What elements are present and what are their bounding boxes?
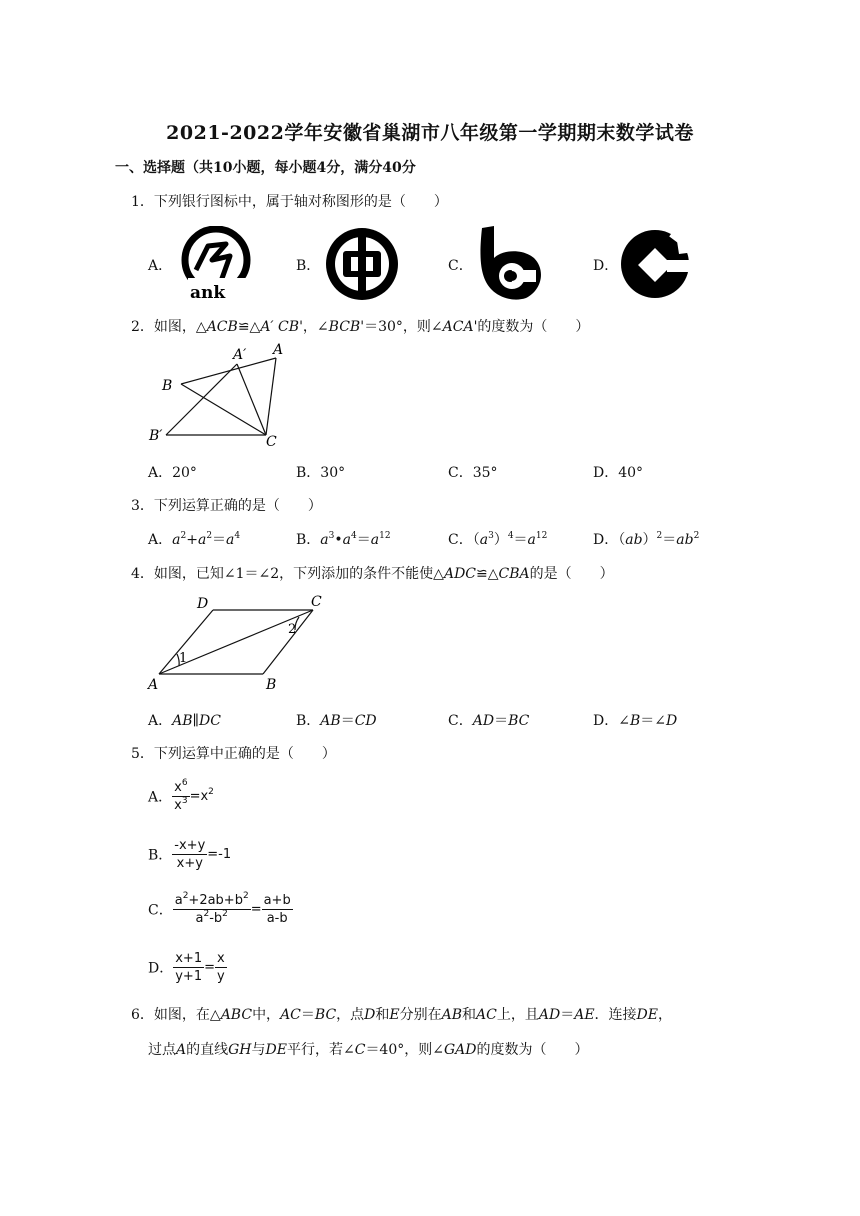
q2-triangle-figure xyxy=(145,340,295,452)
q4-label-b: B xyxy=(266,677,277,692)
q4-label-angle-1: 1 xyxy=(179,651,188,666)
q4-option-c: C．AD＝BC xyxy=(448,713,530,729)
bank-logo-d-icon xyxy=(619,226,695,298)
q4-label-c: C xyxy=(311,594,322,610)
question-1-stem: 1．下列银行图标中，属于轴对称图形的是（ ） xyxy=(131,194,448,210)
question-3-stem: 3．下列运算正确的是（ ） xyxy=(131,498,322,514)
question-6-stem-line-2: 过点A的直线GH与DE平行，若∠C＝40°，则∠GAD的度数为（ ） xyxy=(148,1042,589,1058)
q2-label-a: A xyxy=(273,342,284,358)
q4-label-angle-2: 2 xyxy=(288,622,297,637)
q5-option-b: B． $\frac{-x+y}{x+y}$ =-1 xyxy=(148,838,232,871)
page-title: 2021-2022学年安徽省巢湖市八年级第一学期期末数学试卷 xyxy=(166,122,694,144)
q1-option-c-label: C． xyxy=(448,258,473,274)
q1-option-a-label: A． xyxy=(148,258,173,274)
question-4-stem: 4．如图，已知∠1＝∠2，下列添加的条件不能使△ADC≌△CBA的是（ ） xyxy=(131,566,614,582)
q1-option-b-label: B． xyxy=(296,258,321,274)
q4-option-d: D．∠B＝∠D xyxy=(593,713,678,729)
bank-logo-a-icon xyxy=(178,226,260,302)
q2-option-a: A．20° xyxy=(148,465,197,481)
q4-option-a: A．AB∥DC xyxy=(148,713,221,729)
q2-option-b: B．30° xyxy=(296,465,346,481)
q4-label-a: A xyxy=(148,677,159,692)
q3-option-c: C．$(a^3)^4=a^{12}$ xyxy=(448,531,548,548)
q4-label-d: D xyxy=(197,596,209,612)
question-2-stem: 2．如图，△ACB≌△A′ CB'，∠BCB'＝30°，则∠ACA'的度数为（ ） xyxy=(131,319,590,335)
bank-logo-b-icon xyxy=(324,226,402,302)
q5-option-a: A． $\frac{x^6}{x^3}$ $=x^2$ xyxy=(148,778,214,813)
q3-option-a: A．$a^2+a^2=a^4$ xyxy=(148,531,241,548)
q2-label-a-prime: A′ xyxy=(233,347,247,363)
q3-option-b: B．$a^3•a^4=a^{12}$ xyxy=(296,531,391,548)
q4-option-b: B．AB＝CD xyxy=(296,713,377,729)
q5-option-c: C． $\frac{a^2+2ab+b^2}{a^2-b^2}$ = $\frac{a+b}{a-b}$ xyxy=(148,891,291,926)
section-heading: 一、选择题（共10小题，每小题4分，满分40分 xyxy=(115,160,416,176)
q2-label-c: C xyxy=(266,434,277,450)
q2-option-c: C．35° xyxy=(448,465,498,481)
q3-option-d: D．$(ab)^2=ab^2$ xyxy=(593,531,700,548)
q2-label-b: B xyxy=(162,378,173,394)
q2-option-d: D．40° xyxy=(593,465,644,481)
bank-logo-c-icon xyxy=(474,224,550,302)
q2-label-b-prime: B′ xyxy=(149,428,163,444)
question-6-stem-line-1: 6．如图，在△ABC中，AC＝BC，点D和E分别在AB和AC上，且AD＝AE．连接DE， xyxy=(131,1007,672,1023)
question-5-stem: 5．下列运算中正确的是（ ） xyxy=(131,746,336,762)
q1-option-d-label: D． xyxy=(593,258,619,274)
bank-logo-a-text: ank xyxy=(190,283,226,302)
q5-option-d: D． $\frac{x+1}{y+1}$ = $\frac{x}{y}$ xyxy=(148,951,225,984)
q4-parallelogram-figure xyxy=(145,590,335,692)
